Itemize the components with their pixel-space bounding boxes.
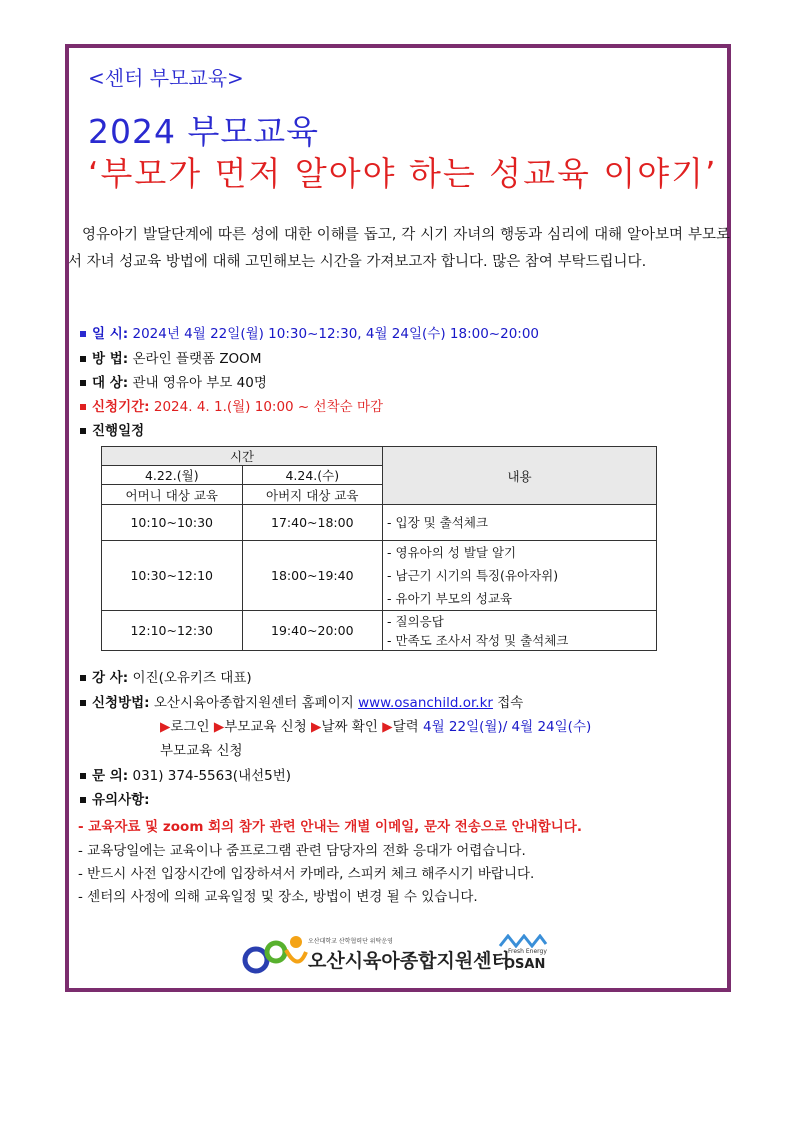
note-item: - 센터의 사정에 의해 교육일정 및 장소, 방법이 변경 될 수 있습니다.	[78, 889, 478, 905]
arrow-right-icon: ▶	[311, 719, 322, 735]
info-target	[80, 371, 267, 391]
row-time-day2: 19:40~20:00	[242, 611, 383, 651]
bullet-icon	[80, 700, 86, 706]
step-login: 로그인	[170, 719, 210, 735]
how-value: 오산시육아종합지원센터 홈페이지	[153, 695, 354, 711]
osan-name: OSAN	[504, 957, 546, 972]
note-item: - 교육당일에는 교육이나 줌프로그램 관련 담당자의 전화 응대가 어렵습니다.	[78, 843, 526, 859]
bullet-icon	[80, 797, 86, 803]
info-method	[80, 347, 261, 367]
osan-small-text: Fresh Energy	[508, 948, 547, 955]
how-label: 신청방법:	[92, 695, 150, 711]
note-item: - 반드시 사전 입장시간에 입장하셔서 카메라, 스피커 체크 해주시기 바랍니다.	[78, 866, 535, 882]
apply-period-value: 2024. 4. 1.(월) 10:00 ~ 선착순 마감	[153, 399, 384, 415]
info-schedule	[80, 419, 144, 439]
schedule-table	[101, 446, 657, 651]
header-day2-sub: 아버지 대상 교육	[242, 485, 383, 505]
header-day2: 4.24.(수)	[242, 466, 383, 485]
homepage-link[interactable]: www.osanchild.or.kr	[358, 695, 493, 711]
bullet-icon	[80, 331, 86, 337]
intro-paragraph: 영유아기 발달단계에 따른 성에 대한 이해를 돕고, 각 시기 자녀의 행동과 심리에 대해 알아보며 부모로서 자녀 성교육 방법에 대해 고민해보는 시간을 가져보고자 합니다. 많은 참여 부탁드립니다.	[68, 227, 730, 270]
info-date	[80, 322, 539, 342]
logo-small-text: 오산대학교 산학협력단 위탁운영	[308, 938, 393, 945]
info-lecturer	[80, 666, 252, 686]
bullet-icon	[80, 428, 86, 434]
method-label: 방 법:	[92, 351, 129, 367]
content-item: - 영유아의 성 발달 알기	[387, 545, 517, 560]
row-content	[383, 541, 657, 611]
apply-steps-end: 부모교육 신청	[160, 743, 243, 759]
step-apply: 부모교육 신청	[224, 719, 307, 735]
how-value-end: 접속	[497, 695, 524, 711]
main-title-subject: ‘부모가 먼저 알아야 하는 성교육 이야기’	[88, 154, 718, 193]
content-item: - 만족도 조사서 작성 및 출석체크	[387, 632, 569, 648]
contact-value: 031) 374-5563(내선5번)	[132, 768, 292, 784]
header-content: 내용	[383, 447, 657, 505]
row-time-day2: 17:40~18:00	[242, 505, 383, 541]
contact-label: 문 의:	[92, 768, 129, 784]
apply-steps	[160, 715, 591, 735]
row-time-day1: 12:10~12:30	[102, 611, 243, 651]
arrow-right-icon: ▶	[160, 719, 171, 735]
bullet-icon	[80, 773, 86, 779]
header-day1: 4.22.(월)	[102, 466, 243, 485]
row-content	[383, 611, 657, 651]
table-row	[102, 505, 657, 541]
info-how-to-apply	[80, 691, 523, 711]
content-item: - 유아기 부모의 성교육	[387, 591, 513, 606]
bullet-icon	[80, 404, 86, 410]
info-notes	[80, 788, 150, 808]
arrow-right-icon: ▶	[382, 719, 393, 735]
target-value: 관내 영유아 부모 40명	[132, 375, 267, 391]
schedule-label: 진행일정	[92, 423, 145, 439]
logo-name: 오산시육아종합지원센터	[308, 950, 510, 972]
step-dates: 4월 22일(월)/ 4월 24일(수)	[422, 719, 592, 735]
header-day1-sub: 어머니 대상 교육	[102, 485, 243, 505]
step-date-check: 날짜 확인	[321, 719, 378, 735]
osan-wave-icon	[498, 934, 548, 948]
row-time-day1: 10:30~12:10	[102, 541, 243, 611]
table-row	[102, 541, 657, 611]
note-item: - 교육자료 및 zoom 회의 참가 관련 안내는 개별 이메일, 문자 전송으로 안내합니다.	[78, 819, 582, 835]
lecturer-value: 이진(오유키즈 대표)	[132, 670, 252, 686]
step-calendar: 달력	[392, 719, 419, 735]
date-label: 일 시:	[92, 326, 129, 342]
content-item: - 남근기 시기의 특징(유아자위)	[387, 568, 559, 583]
header-time: 시간	[102, 447, 383, 466]
bullet-icon	[80, 356, 86, 362]
notes-label: 유의사항:	[92, 792, 150, 808]
content-item: - 질의응답	[387, 613, 444, 629]
arrow-right-icon: ▶	[213, 719, 225, 735]
method-value: 온라인 플랫폼 ZOOM	[132, 351, 262, 367]
target-label: 대 상:	[92, 375, 129, 391]
table-row	[102, 611, 657, 651]
content-item: - 입장 및 출석체크	[387, 515, 488, 530]
info-apply-period	[80, 395, 383, 415]
row-time-day2: 18:00~19:40	[242, 541, 383, 611]
apply-period-label: 신청기간:	[92, 399, 150, 415]
center-logo	[242, 932, 552, 982]
lecturer-label: 강 사:	[92, 670, 129, 686]
date-value: 2024년 4월 22일(월) 10:30~12:30, 4월 24일(수) 18:00~20:00	[132, 326, 540, 342]
info-contact	[80, 764, 291, 784]
row-content	[383, 505, 657, 541]
main-title: 2024 부모교육	[88, 112, 319, 151]
row-time-day1: 10:10~10:30	[102, 505, 243, 541]
bullet-icon	[80, 675, 86, 681]
sub-title: <센터 부모교육>	[88, 66, 244, 90]
bullet-icon	[80, 380, 86, 386]
